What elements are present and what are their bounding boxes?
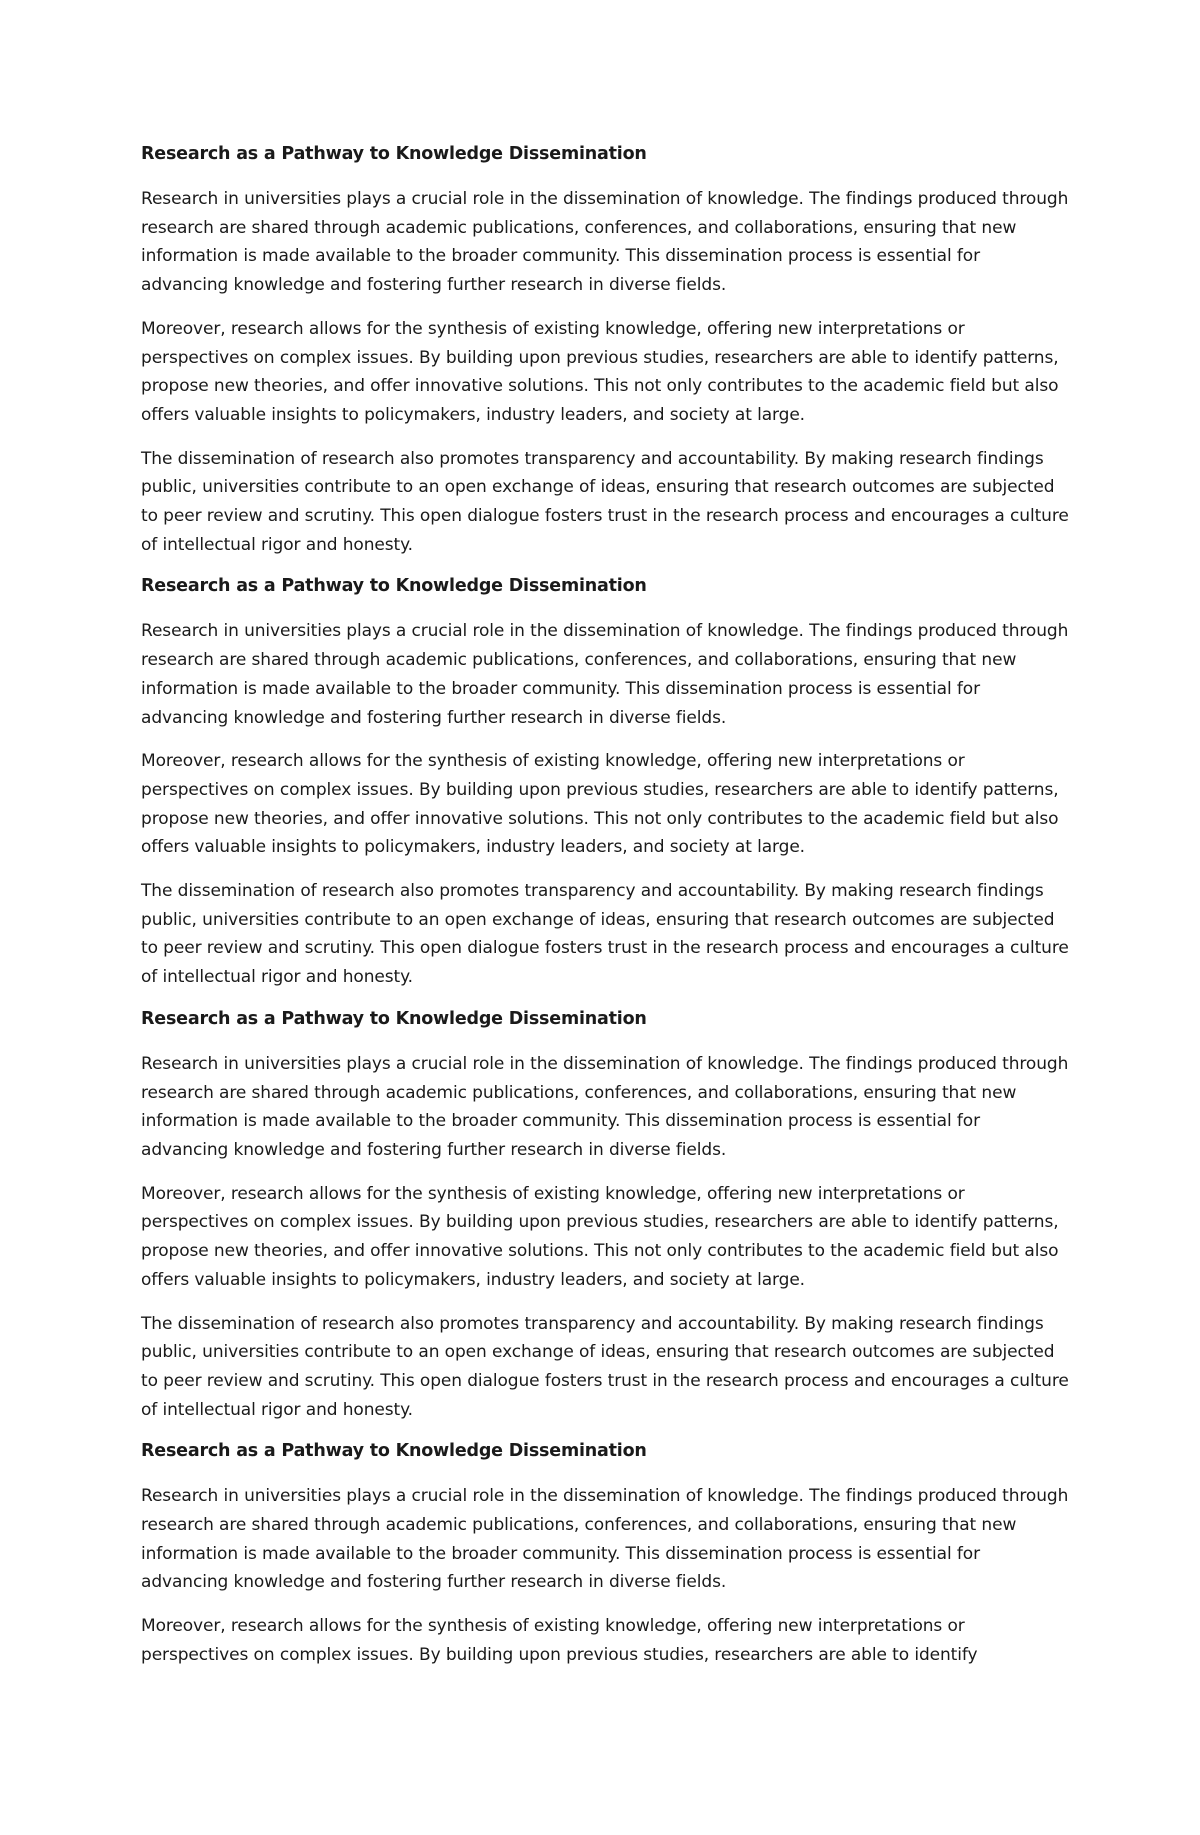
document-section (141, 574, 1071, 991)
paragraph: The dissemination of research also promotes transparency and accountability. By making research findings public, universities contribute to an open exchange of ideas, ensuring that research outcomes are subjected to peer review and scrutiny. This open dialogue fosters trust in the research process and encourages a culture of intellectual rigor and honesty. (141, 1313, 1069, 1420)
document-section (141, 1007, 1071, 1424)
paragraph: Research in universities plays a crucial role in the dissemination of knowledge. The findings produced through research are shared through academic publications, conferences, and collaborations, ensuring that new information is made available to the broader community. This dissemination process is essential for advancing knowledge and fostering further research in diverse fields. (141, 621, 1069, 728)
section-heading: Research as a Pathway to Knowledge Dissemination (141, 144, 647, 164)
section-heading: Research as a Pathway to Knowledge Dissemination (141, 1441, 647, 1462)
paragraph: Moreover, research allows for the synthesis of existing knowledge, offering new interpretations or perspectives on complex issues. By building upon previous studies, researchers are able to identify patterns, propose new theories, and offer innovative solutions. This not only contributes to the academic field but also offers valuable insights to policymakers, industry leaders, and society at large. (141, 318, 1059, 425)
paragraph: The dissemination of research also promotes transparency and accountability. By making research findings public, universities contribute to an open exchange of ideas, ensuring that research outcomes are subjected to peer review and scrutiny. This open dialogue fosters trust in the research process and encourages a culture of intellectual rigor and honesty. (141, 448, 1069, 555)
paragraph: Research in universities plays a crucial role in the dissemination of knowledge. The findings produced through research are shared through academic publications, conferences, and collaborations, ensuring that new information is made available to the broader community. This dissemination process is essential for advancing knowledge and fostering further research in diverse fields. (141, 1486, 1069, 1593)
paragraph: Moreover, research allows for the synthesis of existing knowledge, offering new interpretations or perspectives on complex issues. By building upon previous studies, researchers are able to identify patterns, propose new theories, and offer innovative solutions. This not only contributes to the academic field but also offers valuable insights to policymakers, industry leaders, and society at large. (141, 751, 1059, 858)
section-heading: Research as a Pathway to Knowledge Dissemination (141, 1008, 647, 1029)
paragraph: Research in universities plays a crucial role in the dissemination of knowledge. The findings produced through research are shared through academic publications, conferences, and collaborations, ensuring that new information is made available to the broader community. This dissemination process is essential for advancing knowledge and fostering further research in diverse fields. (141, 1053, 1069, 1160)
paragraph: The dissemination of research also promotes transparency and accountability. By making research findings public, universities contribute to an open exchange of ideas, ensuring that research outcomes are subjected to peer review and scrutiny. This open dialogue fosters trust in the research process and encourages a culture of intellectual rigor and honesty. (141, 881, 1069, 988)
section-heading: Research as a Pathway to Knowledge Dissemination (141, 576, 647, 597)
paragraph: Moreover, research allows for the synthesis of existing knowledge, offering new interpretations or perspectives on complex issues. By building upon previous studies, researchers are able to identify patterns, propose new theories, and offer innovative solutions. This not only contributes to the academic field but also offers valuable insights to policymakers, industry leaders, and society at large. (141, 1183, 1059, 1290)
document-page (141, 142, 1071, 1685)
paragraph: Moreover, research allows for the synthesis of existing knowledge, offering new interpretations or perspectives on complex issues. By building upon previous studies, researchers are able to identify (141, 1616, 978, 1665)
document-section (141, 142, 1071, 559)
paragraph: Research in universities plays a crucial role in the dissemination of knowledge. The findings produced through research are shared through academic publications, conferences, and collaborations, ensuring that new information is made available to the broader community. This dissemination process is essential for advancing knowledge and fostering further research in diverse fields. (141, 189, 1069, 296)
document-section (141, 1439, 1071, 1669)
